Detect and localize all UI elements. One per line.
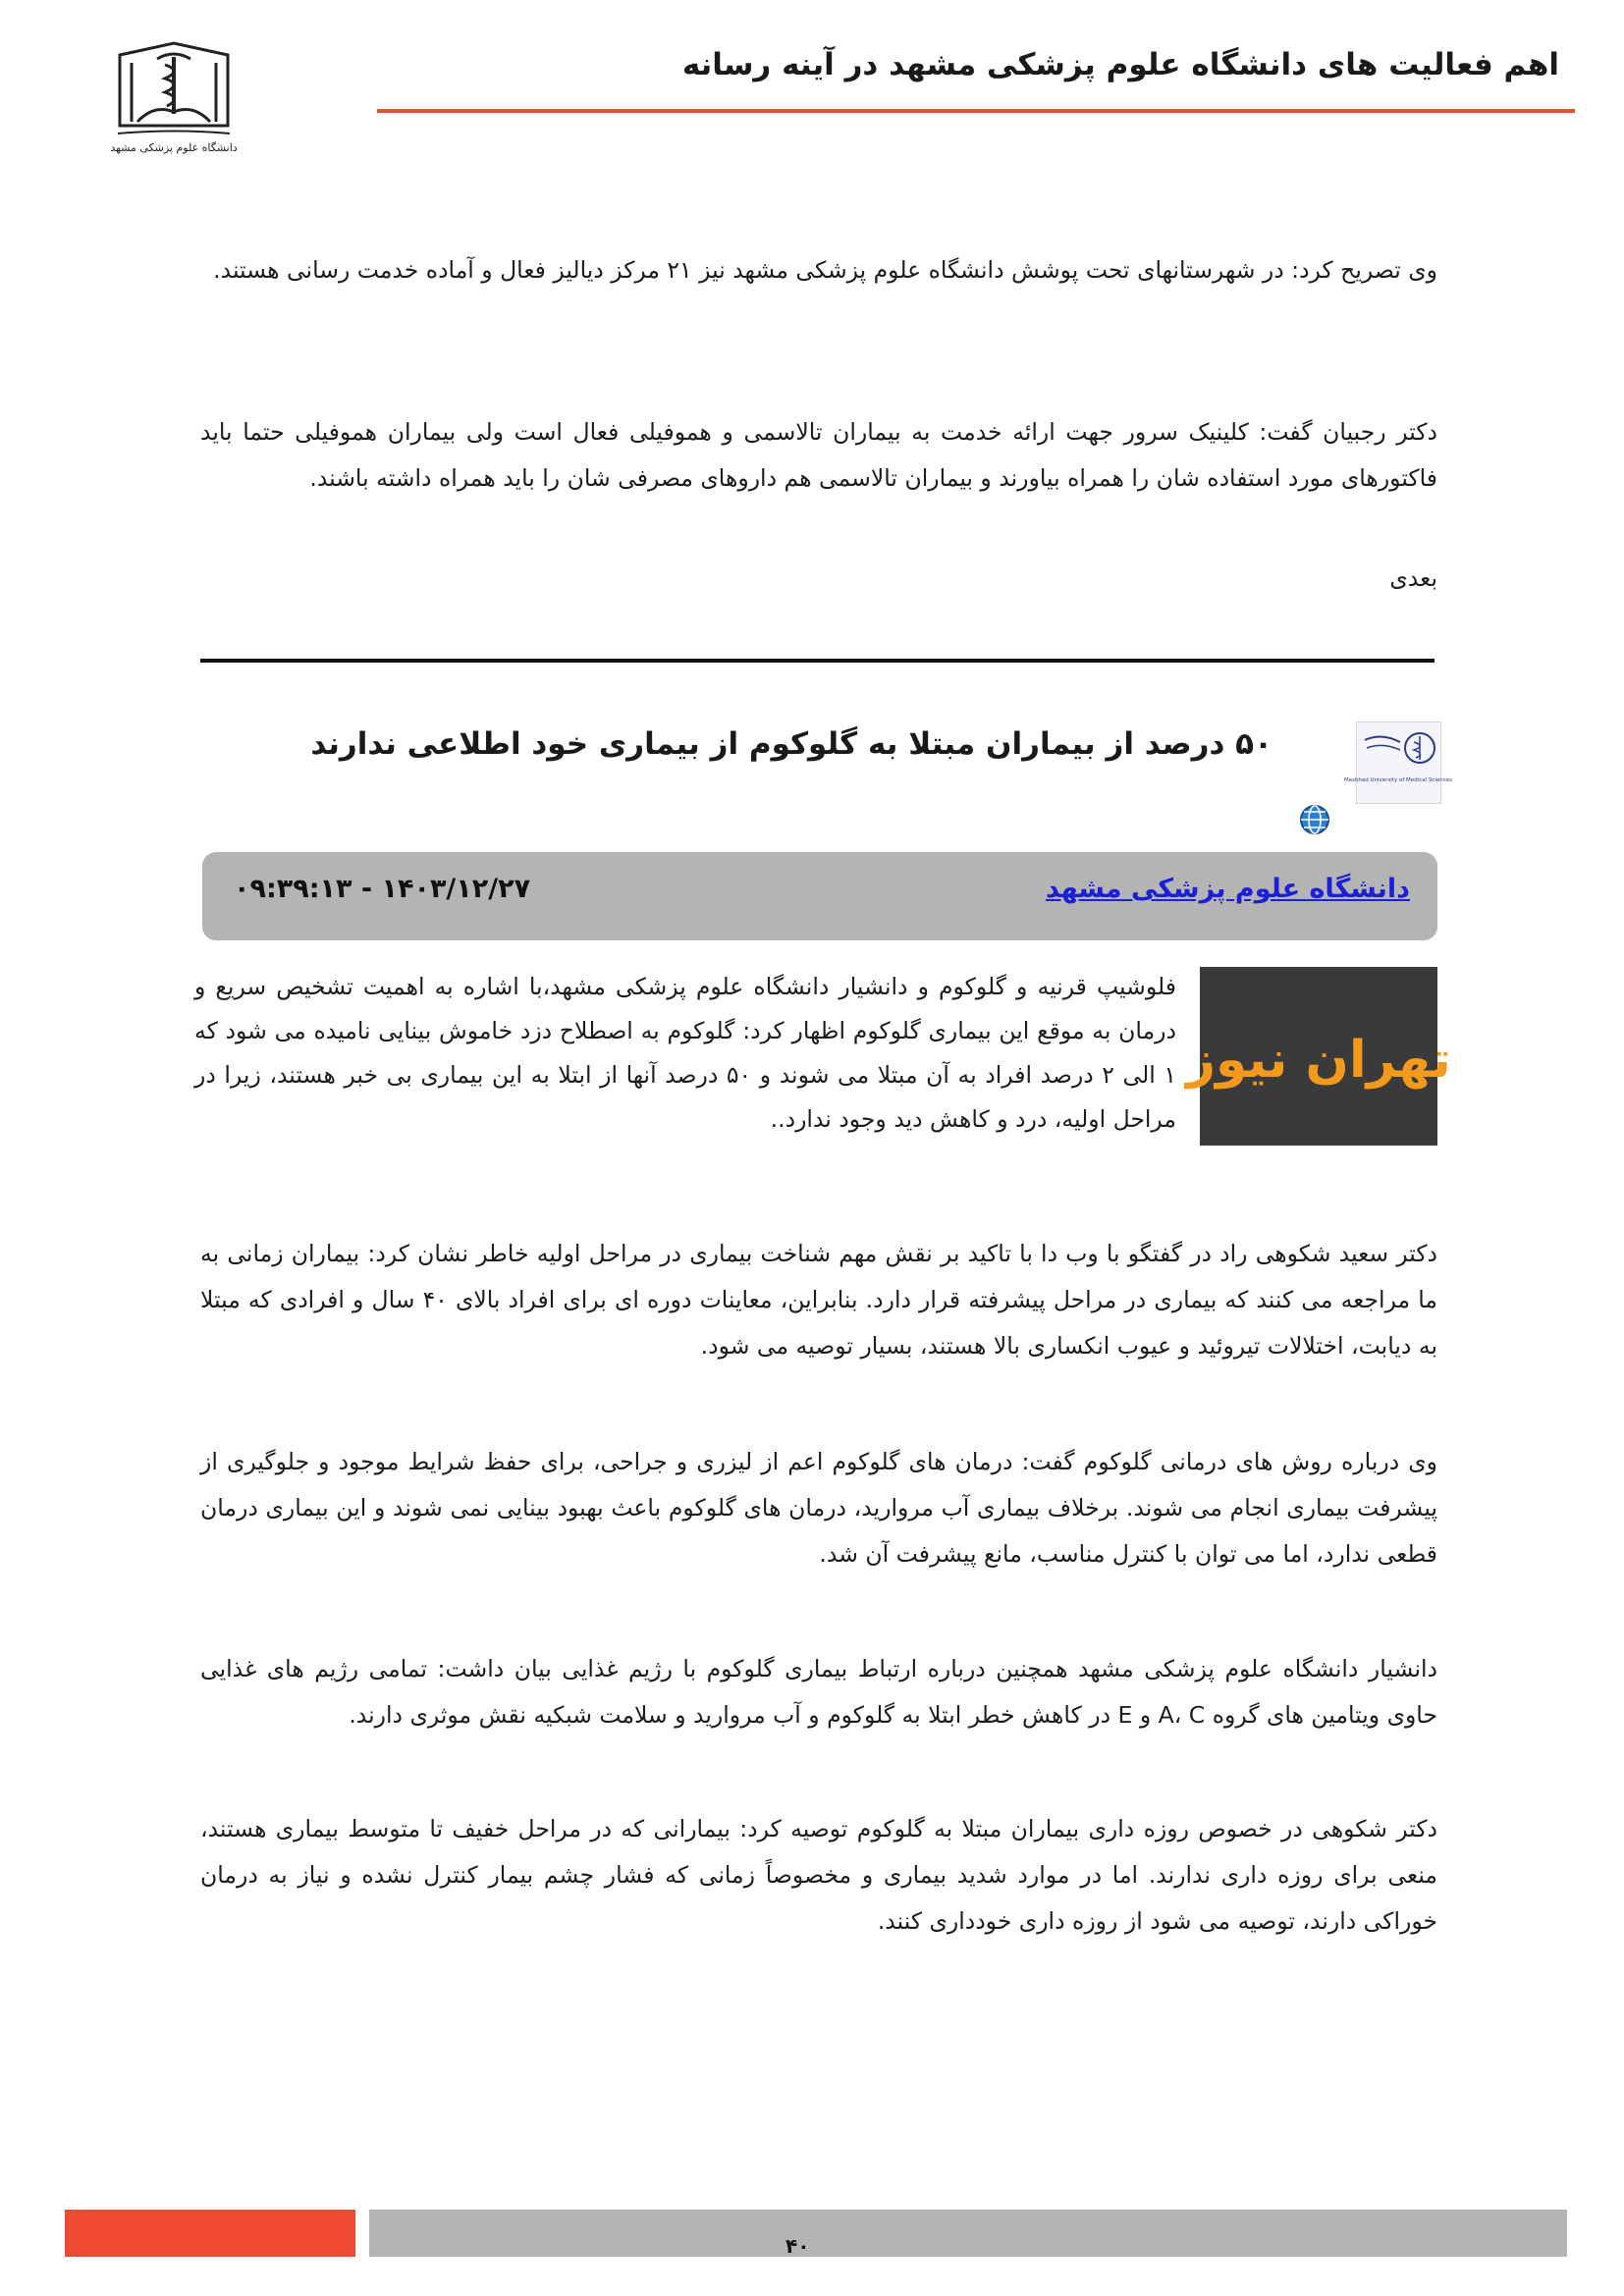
next-link[interactable]: بعدی <box>1389 564 1437 592</box>
article-paragraph: دکتر سعید شکوهی راد در گفتگو با وب دا با تاکید بر نقش مهم شناخت بیماری در مراحل اولیه خاطر نشان کرد: بیماران زمانی به ما مراجعه می کنند که بیماری در مراحل پیشرفته قرار دارد. بنابراین، معاینات دوره ای برای افراد بالای ۴۰ سال و افرادی که مبتلا به دیابت، اختلالات تیروئید و عیوب انکساری بالا هستند، بسیار توصیه می شود. <box>200 1240 1437 1360</box>
article-title: ۵۰ درصد از بیماران مبتلا به گلوکوم از بیماری خود اطلاعی ندارند <box>310 726 1272 762</box>
previous-paragraph: وی تصریح کرد: در شهرستانهای تحت پوشش دانشگاه علوم پزشکی مشهد نیز ۲۱ مرکز دیالیز فعال و آماده خدمت رسانی هستند. <box>213 256 1437 284</box>
logo-caption: دانشگاه علوم پزشکی مشهد <box>110 141 238 154</box>
page-number: ۴۰ <box>785 2234 810 2258</box>
previous-paragraph: دکتر رجبیان گفت: کلینیک سرور جهت ارائه خدمت به بیماران تالاسمی و هموفیلی فعال است ولی بیماران هموفیلی حتما باید فاکتورهای مورد استفاده شان را همراه بیاورند و بیماران تالاسمی هم داروهای مصرفی شان را باید همراه داشته باشند. <box>200 418 1437 492</box>
footer-accent-bar <box>65 2210 355 2257</box>
article-paragraph: دکتر شکوهی در خصوص روزه داری بیماران مبتلا به گلوکوم توصیه کرد: بیمارانی که در مراحل خفیف تا متوسط بیماری هستند، منعی برای روزه داری ندارند. اما در موارد شدید بیماری و مخصوصاً زمانی که فشار چشم بیمار کنترل نشده و نیاز به درمان خوراکی دارند، توصیه می شود از روزه داری خودداری کنند. <box>200 1815 1437 1935</box>
news-image-text: تهران نیوز <box>1186 1031 1451 1090</box>
globe-icon <box>1298 803 1331 836</box>
section-divider <box>200 659 1435 663</box>
news-image <box>1186 967 1451 1146</box>
university-seal-icon <box>110 35 238 163</box>
header-rule <box>377 109 1575 113</box>
footer-bar <box>369 2210 1567 2257</box>
article-paragraph: دانشیار دانشگاه علوم پزشکی مشهد همچنین درباره ارتباط بیماری گلوکوم با رژیم غذایی بیان داشت: تمامی رژیم های غذایی حاوی ویتامین های گروه A، C و E در کاهش خطر ابتلا به گلوکوم و آب مروارید و سلامت شبکیه نقش موثری دارند. <box>200 1655 1437 1729</box>
source-logo-text: Mashhad University of Medical Sciences <box>1343 777 1453 783</box>
article-paragraph: فلوشیپ قرنیه و گلوکوم و دانشیار دانشگاه علوم پزشکی مشهد،با اشاره به اهمیت تشخیص سریع و درمان به موقع این بیماری گلوکوم اظهار کرد: گلوکوم به اصطلاح دزد خاموش بینایی نامیده می شود که ۱ الی ۲ درصد افراد به آن مبتلا می شوند و ۵۰ درصد آنها از ابتلا به این بیماری بی خبر هستند، زیرا در مراحل اولیه، درد و کاهش دید وجود ندارد.. <box>194 973 1176 1133</box>
article-datetime: ۱۴۰۳/۱۲/۲۷ - ۰۹:۳۹:۱۳ <box>234 874 531 904</box>
source-link[interactable]: دانشگاه علوم پزشکی مشهد <box>1046 874 1410 904</box>
article-paragraph: وی درباره روش های درمانی گلوکوم گفت: درمان های گلوکوم اعم از لیزری و جراحی، برای حفظ شرایط موجود و جلوگیری از پیشرفت بیماری انجام می شوند. برخلاف بیماری آب مروارید، درمان های گلوکوم باعث بهبود بینایی نمی شوند و این بیماری درمان قطعی ندارد، اما می توان با کنترل مناسب، مانع پیشرفت آن شد. <box>200 1448 1437 1568</box>
article-meta-bar <box>202 852 1437 940</box>
mums-logo-icon <box>1343 721 1453 804</box>
page-title: اهم فعالیت های دانشگاه علوم پزشکی مشهد در آینه رسانه <box>681 47 1559 82</box>
